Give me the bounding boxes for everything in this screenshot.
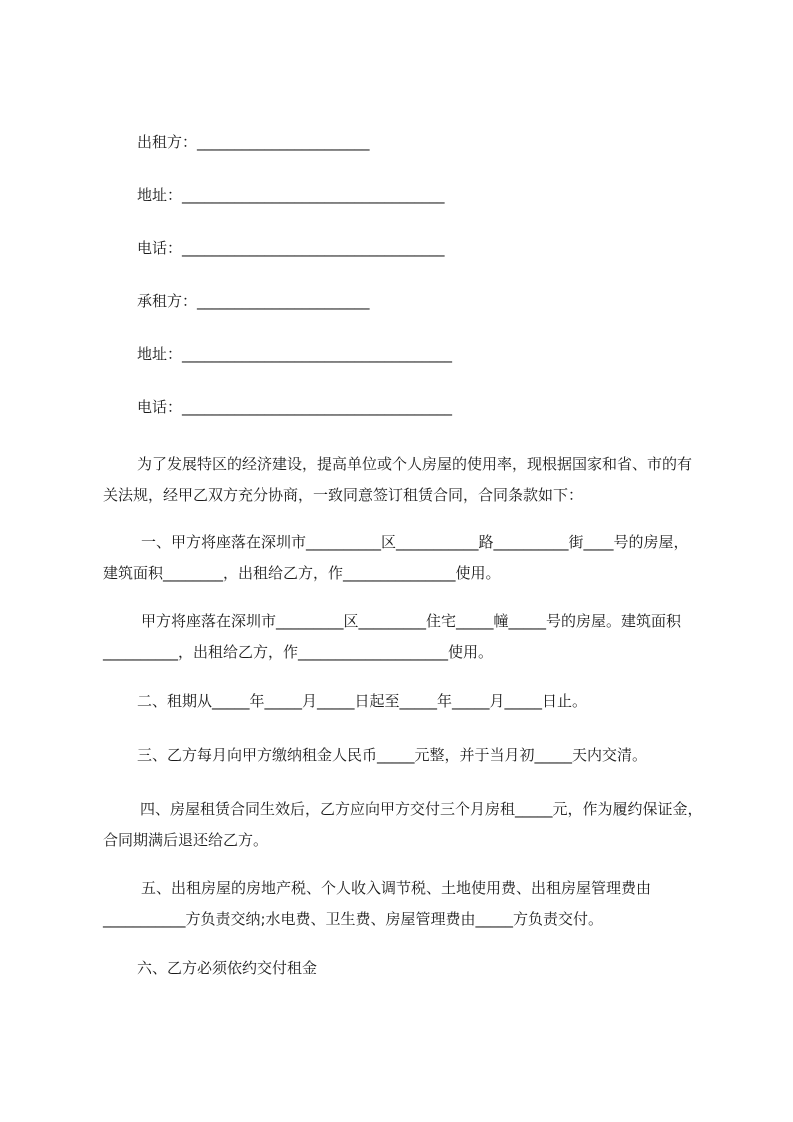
lessee-phone-line: 电话：____________________________________ bbox=[137, 398, 453, 416]
preamble-paragraph: 为了发展特区的经济建设，提高单位或个人房屋的使用率，现根据国家和省、市的有关法规，经甲乙双方充分协商，一致同意签订租赁合同，合同条款如下： bbox=[103, 455, 693, 504]
clause-1b-paragraph: 甲方将座落在深圳市_________区_________住宅_____幢_____号的房屋。建筑面积__________，出租给乙方，作____________________使用。 bbox=[103, 612, 682, 661]
lessor-phone-line: 电话：___________________________________ bbox=[137, 239, 445, 257]
clause-4-paragraph: 四、房屋租赁合同生效后，乙方应向甲方交付三个月房租_____元，作为履约保证金，合同期满后退还给乙方。 bbox=[103, 800, 703, 849]
lessor-name-line: 出租方：_______________________ bbox=[137, 133, 370, 151]
clause-6-paragraph: 六、乙方必须依约交付租金 bbox=[137, 959, 318, 977]
clause-5-paragraph: 五、出租房屋的房地产税、个人收入调节税、土地使用费、出租房屋管理费由___________方负责交纳;水电费、卫生费、房屋管理费由_____方负责交付。 bbox=[103, 879, 652, 928]
lessor-address-line: 地址：___________________________________ bbox=[137, 186, 445, 204]
lessee-name-line: 承租方：_______________________ bbox=[137, 292, 370, 310]
clause-3-paragraph: 三、乙方每月向甲方缴纳租金人民币_____元整，并于当月初_____天内交清。 bbox=[137, 746, 648, 764]
lessee-address-line: 地址：____________________________________ bbox=[137, 345, 453, 363]
clause-1-paragraph: 一、甲方将座落在深圳市__________区___________路__________街____号的房屋，建筑面积________，出租给乙方，作_______________使用。 bbox=[103, 533, 689, 582]
clause-2-paragraph: 二、租期从_____年_____月_____日起至_____年_____月_____日止。 bbox=[137, 692, 588, 710]
